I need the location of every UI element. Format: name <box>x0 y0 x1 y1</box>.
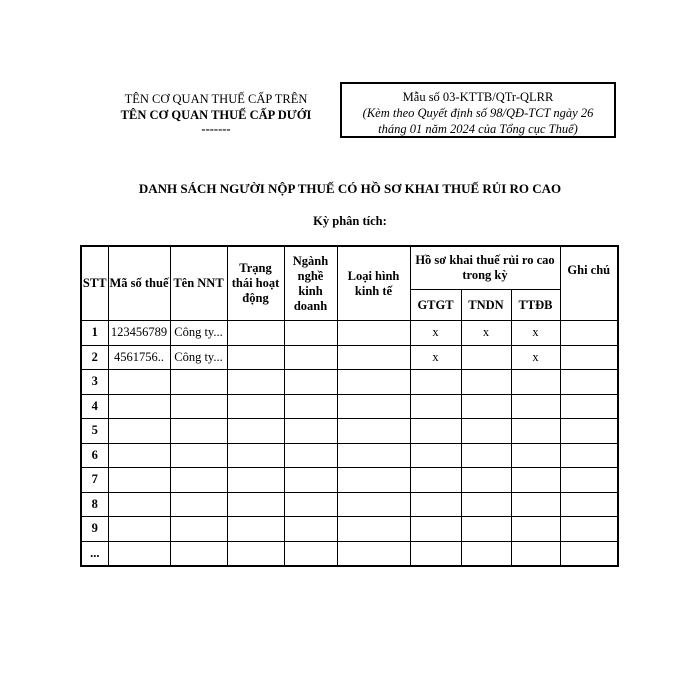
cell-business-type <box>337 492 410 517</box>
cell-gtgt-mark <box>410 517 461 542</box>
cell-notes <box>560 517 618 542</box>
agency-separator: ------- <box>201 122 231 136</box>
cell-tndn-mark <box>461 419 511 444</box>
cell-industry <box>284 345 337 370</box>
cell-tax-code <box>108 394 170 419</box>
cell-stt: 2 <box>81 345 108 370</box>
cell-industry <box>284 394 337 419</box>
cell-business-type <box>337 394 410 419</box>
cell-taxpayer-name <box>170 394 227 419</box>
cell-status <box>227 517 284 542</box>
cell-notes <box>560 345 618 370</box>
cell-tndn-mark <box>461 370 511 395</box>
cell-gtgt-mark: x <box>410 321 461 346</box>
cell-status <box>227 345 284 370</box>
cell-stt: 1 <box>81 321 108 346</box>
cell-tax-code: 4561756.. <box>108 345 170 370</box>
header-stt: STT <box>81 246 108 321</box>
cell-notes <box>560 443 618 468</box>
cell-notes <box>560 321 618 346</box>
cell-tax-code <box>108 419 170 444</box>
cell-gtgt-mark <box>410 419 461 444</box>
table-row <box>81 443 618 468</box>
cell-gtgt-mark <box>410 468 461 493</box>
cell-stt: 4 <box>81 394 108 419</box>
header-industry: Ngành nghề kinh doanh <box>284 246 337 321</box>
header-tndn: TNDN <box>461 290 511 321</box>
cell-gtgt-mark <box>410 541 461 566</box>
cell-tndn-mark <box>461 394 511 419</box>
cell-tax-code <box>108 370 170 395</box>
cell-ttdb-mark <box>511 443 560 468</box>
cell-status <box>227 321 284 346</box>
header-risk-group: Hồ sơ khai thuế rủi ro cao trong kỳ <box>410 246 560 290</box>
cell-business-type <box>337 345 410 370</box>
cell-gtgt-mark: x <box>410 345 461 370</box>
cell-stt: 7 <box>81 468 108 493</box>
cell-ttdb-mark <box>511 541 560 566</box>
form-decision-note-line2: tháng 01 năm 2024 của Tổng cục Thuế) <box>378 122 578 136</box>
cell-tax-code <box>108 541 170 566</box>
analysis-period-label: Kỳ phân tích: <box>313 214 387 228</box>
cell-business-type <box>337 517 410 542</box>
cell-stt: ... <box>81 541 108 566</box>
cell-tax-code <box>108 468 170 493</box>
table-row <box>81 468 618 493</box>
cell-status <box>227 541 284 566</box>
cell-tndn-mark <box>461 492 511 517</box>
cell-taxpayer-name <box>170 468 227 493</box>
cell-status <box>227 370 284 395</box>
table-row <box>81 541 618 566</box>
cell-ttdb-mark <box>511 394 560 419</box>
cell-notes <box>560 394 618 419</box>
table-row <box>81 394 618 419</box>
cell-industry <box>284 468 337 493</box>
cell-industry <box>284 541 337 566</box>
cell-status <box>227 492 284 517</box>
table-row <box>81 345 618 370</box>
cell-tndn-mark <box>461 541 511 566</box>
cell-tndn-mark <box>461 517 511 542</box>
cell-taxpayer-name: Công ty... <box>170 321 227 346</box>
cell-gtgt-mark <box>410 394 461 419</box>
cell-tax-code: 123456789 <box>108 321 170 346</box>
cell-ttdb-mark <box>511 492 560 517</box>
cell-stt: 5 <box>81 419 108 444</box>
cell-tndn-mark <box>461 345 511 370</box>
cell-gtgt-mark <box>410 370 461 395</box>
cell-industry <box>284 321 337 346</box>
cell-business-type <box>337 419 410 444</box>
cell-ttdb-mark <box>511 468 560 493</box>
cell-gtgt-mark <box>410 492 461 517</box>
form-code-box <box>340 82 616 138</box>
cell-status <box>227 419 284 444</box>
cell-stt: 6 <box>81 443 108 468</box>
cell-tndn-mark <box>461 468 511 493</box>
cell-business-type <box>337 321 410 346</box>
form-code: Mẫu số 03-KTTB/QTr-QLRR <box>402 90 554 104</box>
table-row <box>81 370 618 395</box>
header-tax-code: Mã số thuế <box>108 246 170 321</box>
cell-business-type <box>337 370 410 395</box>
cell-ttdb-mark <box>511 419 560 444</box>
cell-taxpayer-name <box>170 443 227 468</box>
header-ttdb: TTĐB <box>511 290 560 321</box>
cell-ttdb-mark <box>511 517 560 542</box>
cell-taxpayer-name <box>170 370 227 395</box>
cell-tndn-mark: x <box>461 321 511 346</box>
header-notes: Ghi chú <box>560 246 618 321</box>
cell-tndn-mark <box>461 443 511 468</box>
header-status: Trạng thái hoạt động <box>227 246 284 321</box>
agency-lower-name: TÊN CƠ QUAN THUẾ CẤP DƯỚI <box>120 108 312 122</box>
cell-industry <box>284 370 337 395</box>
cell-tax-code <box>108 492 170 517</box>
cell-industry <box>284 517 337 542</box>
cell-business-type <box>337 541 410 566</box>
header-gtgt: GTGT <box>410 290 461 321</box>
cell-taxpayer-name: Công ty... <box>170 345 227 370</box>
cell-ttdb-mark: x <box>511 345 560 370</box>
cell-notes <box>560 370 618 395</box>
cell-gtgt-mark <box>410 443 461 468</box>
cell-taxpayer-name <box>170 541 227 566</box>
table-row <box>81 517 618 542</box>
cell-stt: 9 <box>81 517 108 542</box>
cell-status <box>227 468 284 493</box>
table-row <box>81 492 618 517</box>
cell-taxpayer-name <box>170 492 227 517</box>
cell-business-type <box>337 468 410 493</box>
cell-taxpayer-name <box>170 419 227 444</box>
cell-stt: 3 <box>81 370 108 395</box>
form-decision-note-line1: (Kèm theo Quyết định số 98/QĐ-TCT ngày 26 <box>362 106 594 120</box>
cell-status <box>227 394 284 419</box>
table-row <box>81 419 618 444</box>
agency-header <box>100 91 332 135</box>
cell-taxpayer-name <box>170 517 227 542</box>
cell-tax-code <box>108 517 170 542</box>
risk-taxpayer-table <box>80 245 619 567</box>
cell-ttdb-mark: x <box>511 321 560 346</box>
cell-industry <box>284 492 337 517</box>
document-title: DANH SÁCH NGƯỜI NỘP THUẾ CÓ HỒ SƠ KHAI THUẾ RỦI RO CAO <box>138 181 562 196</box>
cell-status <box>227 443 284 468</box>
cell-industry <box>284 443 337 468</box>
table-row <box>81 321 618 346</box>
cell-stt: 8 <box>81 492 108 517</box>
header-taxpayer-name: Tên NNT <box>170 246 227 321</box>
cell-notes <box>560 541 618 566</box>
agency-upper-name: TÊN CƠ QUAN THUẾ CẤP TRÊN <box>124 92 308 106</box>
cell-industry <box>284 419 337 444</box>
cell-ttdb-mark <box>511 370 560 395</box>
cell-notes <box>560 468 618 493</box>
cell-notes <box>560 419 618 444</box>
cell-business-type <box>337 443 410 468</box>
cell-notes <box>560 492 618 517</box>
table-body <box>81 321 618 567</box>
cell-tax-code <box>108 443 170 468</box>
header-business-type: Loại hình kinh tế <box>337 246 410 321</box>
